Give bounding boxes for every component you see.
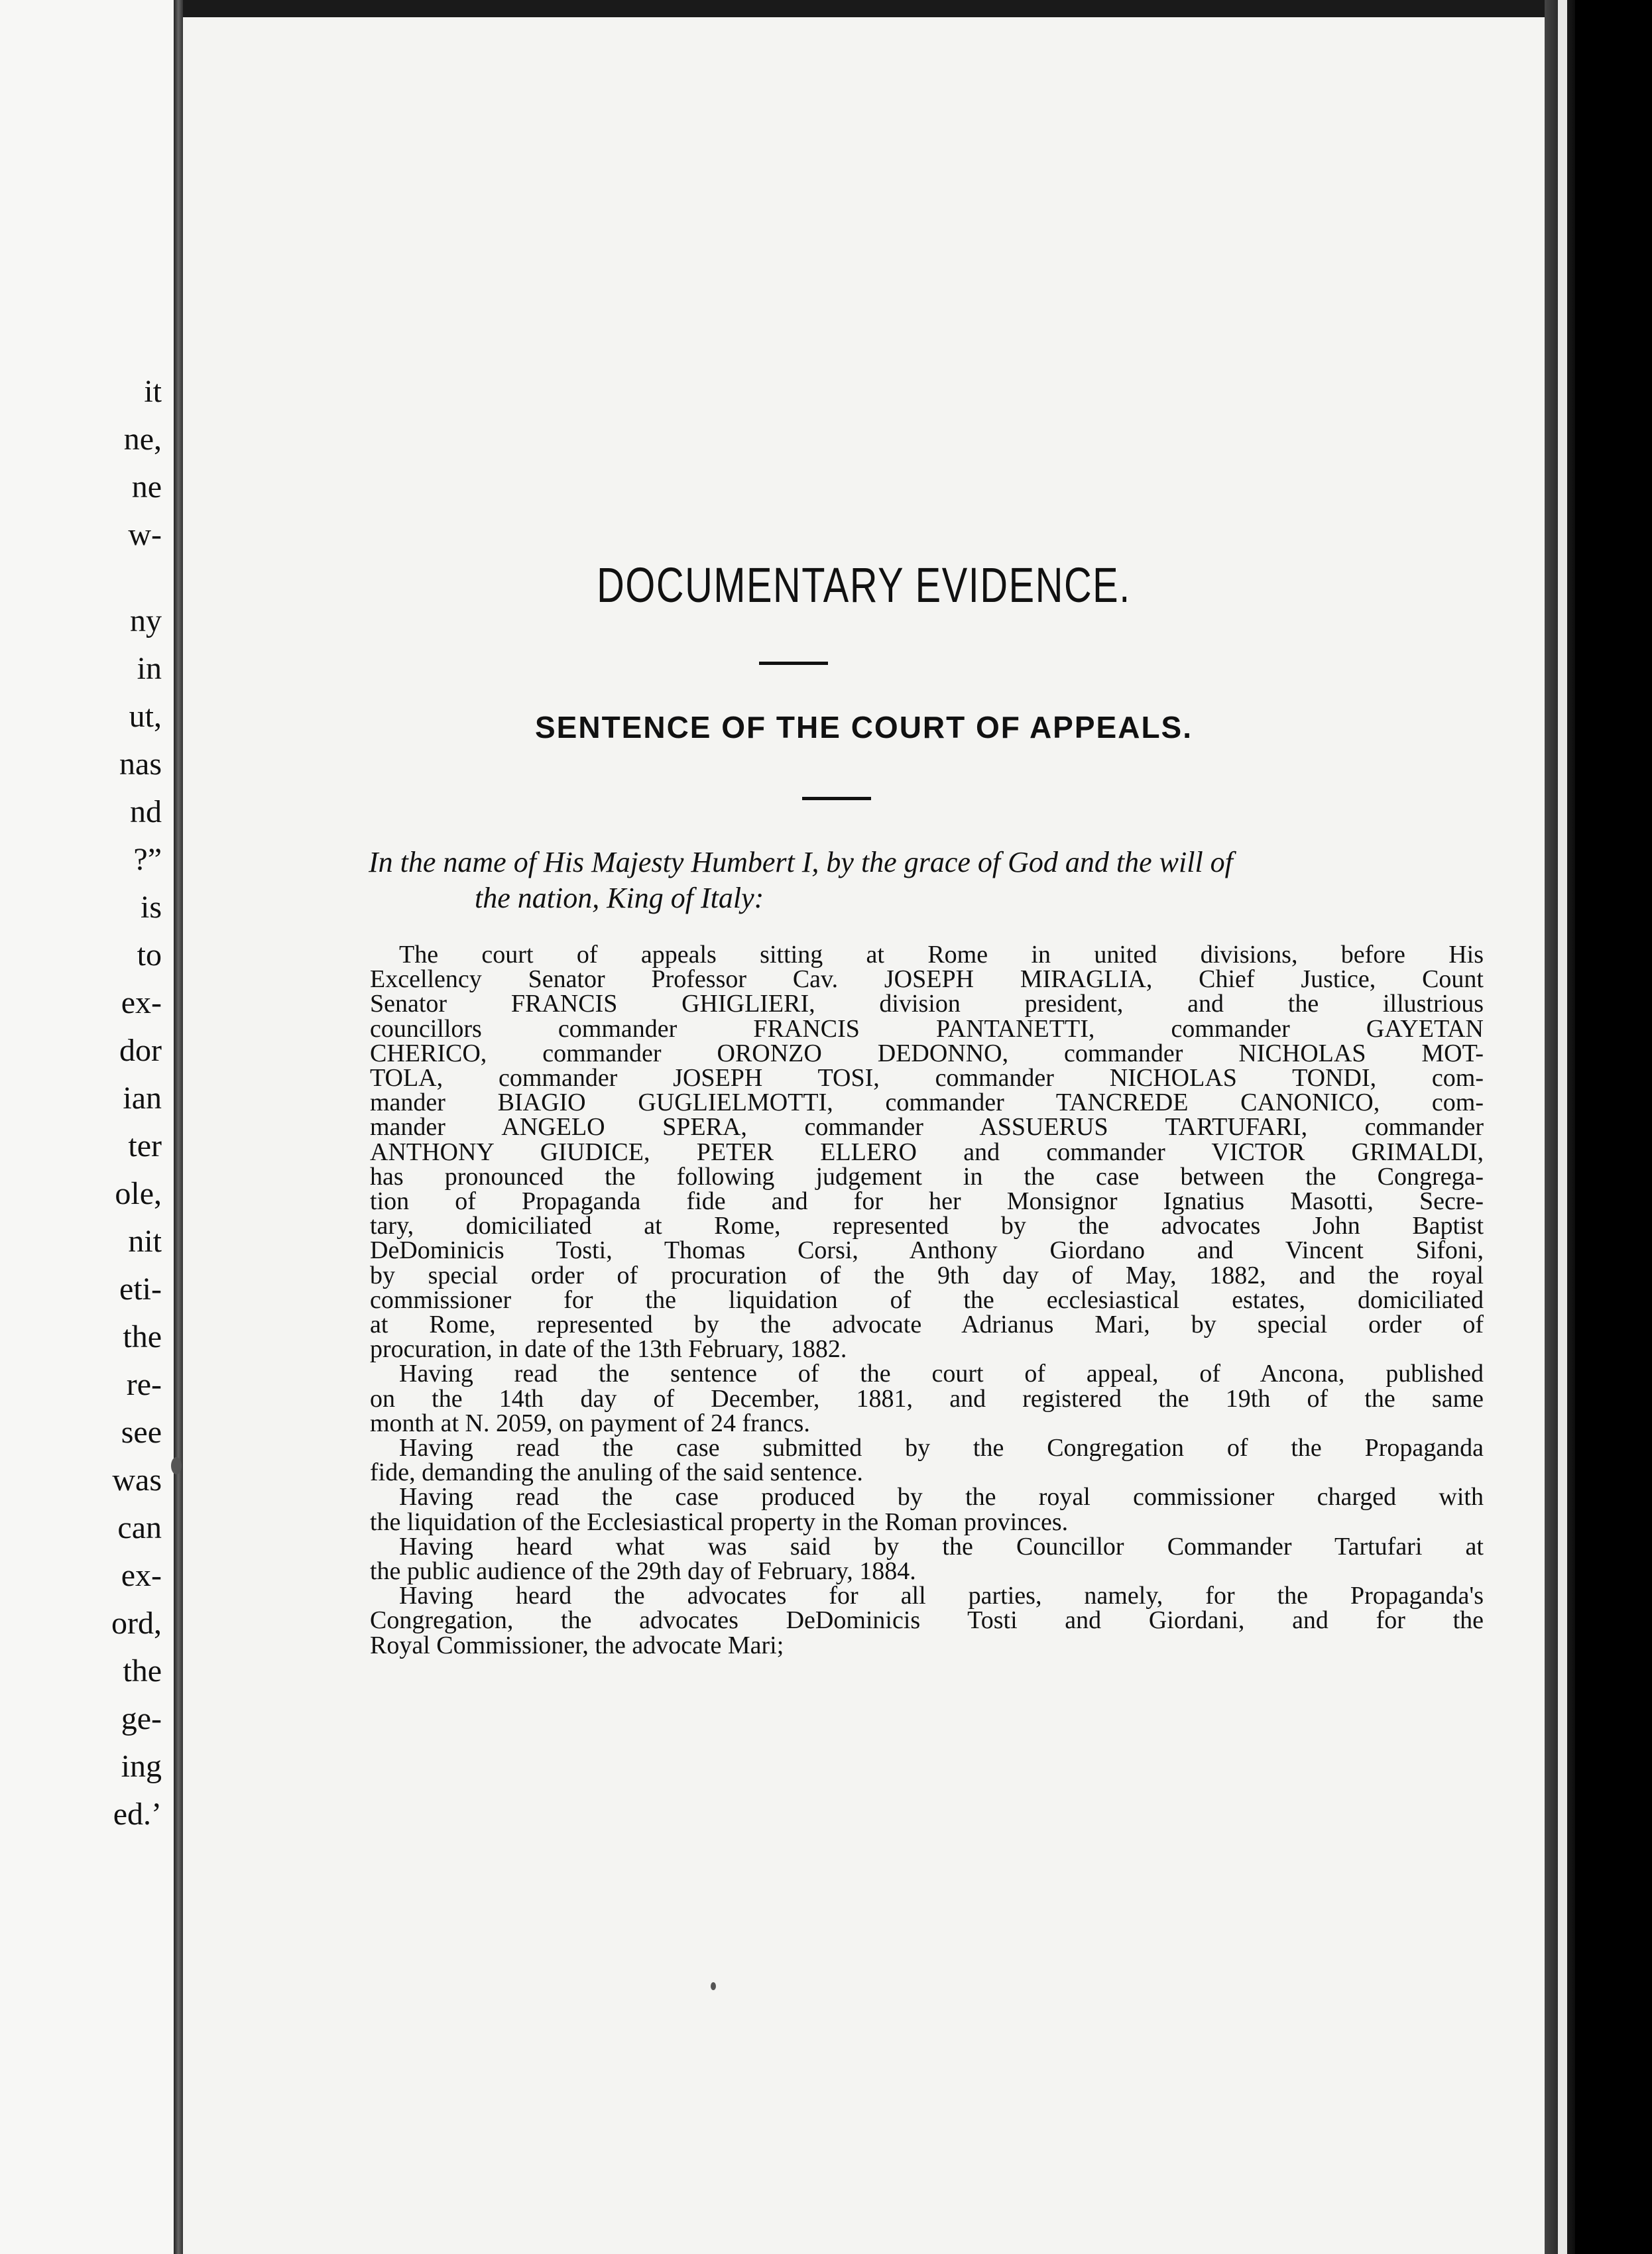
body-line: Royal Commissioner, the advocate Mari;: [370, 1631, 784, 1659]
title-rule: [759, 662, 828, 665]
left-page-fragment: ian: [123, 1081, 162, 1116]
left-page-fragment: is: [140, 890, 162, 925]
body-line: on the 14th day of December, 1881, and registered the 19th of the same: [370, 1384, 1484, 1413]
body-line: ANTHONY GIUDICE, PETER ELLERO and commander VICTOR GRIMALDI,: [370, 1138, 1484, 1166]
body-line: The court of appeals sitting at Rome in united divisions, before His: [399, 941, 1484, 969]
document-subtitle: SENTENCE OF THE COURT OF APPEALS.: [534, 710, 1193, 744]
body-line: mander BIAGIO GUGLIELMOTTI, commander TANCREDE CANONICO, com-: [370, 1089, 1484, 1117]
body-line: fide, demanding the anuling of the said sentence.: [370, 1458, 863, 1487]
left-page-fragment: eti-: [119, 1272, 162, 1307]
judgement-body-text: [370, 943, 1484, 1658]
left-page-fragment: re-: [126, 1367, 162, 1402]
subtitle-rule: [802, 797, 871, 800]
left-page-fragment: to: [137, 937, 162, 973]
body-line: commissioner for the liquidation of the ecclesiastical estates, domiciliated: [370, 1285, 1484, 1314]
left-page-fragment: in: [137, 651, 162, 686]
left-page-fragment: ne,: [123, 422, 162, 457]
left-page-fragment: ing: [121, 1749, 162, 1784]
left-page-fragment: ex-: [121, 1558, 162, 1593]
left-page-fragment: nd: [130, 794, 162, 829]
left-page-fragment: ny: [130, 603, 162, 638]
left-page-fragment: nit: [128, 1224, 162, 1259]
left-page-fragment: ord,: [111, 1606, 162, 1641]
body-line: procuration, in date of the 13th February, 1882.: [370, 1335, 847, 1364]
left-page-fragment: it: [144, 374, 162, 409]
body-line: at Rome, represented by the advocate Adrianus Mari, by special order of: [370, 1311, 1484, 1339]
left-page-fragment: ter: [128, 1128, 162, 1163]
left-page-fragment: ed.’: [113, 1797, 162, 1832]
body-line: mander ANGELO SPERA, commander ASSUERUS TARTUFARI, commander: [370, 1113, 1484, 1142]
left-page-fragment: see: [121, 1415, 162, 1450]
body-line: has pronounced the following judgement in the case between the Congrega-: [370, 1162, 1484, 1191]
body-line: Having heard the advocates for all parties, namely, for the Propaganda's: [399, 1582, 1484, 1610]
body-line: Senator FRANCIS GHIGLIERI, division president, and the illustrious: [370, 990, 1484, 1018]
left-page-fragment: can: [117, 1510, 162, 1545]
underlying-page-strip: [1558, 0, 1567, 2254]
left-page-fragment: was: [112, 1462, 162, 1498]
page-gutter: [174, 0, 183, 2254]
left-page-fragment: ut,: [129, 699, 162, 734]
body-line: the liquidation of the Ecclesiastical property in the Roman provinces.: [370, 1508, 1069, 1536]
body-line: Congregation, the advocates DeDominicis Tosti and Giordani, and for the: [370, 1606, 1484, 1635]
body-line: tary, domiciliated at Rome, represented by the advocates John Baptist: [370, 1212, 1484, 1240]
body-line: Having heard what was said by the Councillor Commander Tartufari at: [399, 1532, 1484, 1561]
body-line: TOLA, commander JOSEPH TOSI, commander NICHOLAS TONDI, com-: [370, 1064, 1484, 1093]
body-line: month at N. 2059, on payment of 24 francs.: [370, 1409, 810, 1437]
left-page-fragment: w-: [128, 517, 162, 552]
left-page-fragment: nas: [119, 746, 162, 782]
body-line: tion of Propaganda fide and for her Monsignor Ignatius Masotti, Secre-: [370, 1187, 1484, 1216]
body-line: DeDominicis Tosti, Thomas Corsi, Anthony Giordano and Vincent Sifoni,: [370, 1236, 1484, 1265]
body-line: CHERICO, commander ORONZO DEDONNO, commander NICHOLAS MOT-: [370, 1039, 1484, 1067]
body-line: Having read the case produced by the royal commissioner charged with: [399, 1483, 1484, 1512]
left-page-fragment: the: [123, 1319, 162, 1354]
left-page-fragment: the: [123, 1653, 162, 1689]
invocation: [369, 845, 1496, 916]
left-facing-page: [0, 0, 174, 2254]
invocation-line: In the name of His Majesty Humbert I, by the grace of God and the will of: [369, 846, 1233, 878]
binding-mark: [171, 1457, 182, 1474]
left-page-fragment: dor: [119, 1033, 162, 1068]
body-line: Having read the case submitted by the Congregation of the Propaganda: [399, 1434, 1484, 1462]
left-page-fragment: ole,: [115, 1176, 162, 1211]
paper-speck: [711, 1982, 716, 1990]
body-line: the public audience of the 29th day of February, 1884.: [370, 1557, 916, 1586]
left-page-fragment: ?”: [133, 842, 162, 877]
background-right: [1575, 0, 1652, 2254]
body-line: Having read the sentence of the court of appeal, of Ancona, published: [399, 1360, 1484, 1388]
body-line: by special order of procuration of the 9th day of May, 1882, and the royal: [370, 1261, 1484, 1289]
left-page-fragment: [111, 559, 162, 597]
left-page-fragment: ex-: [121, 985, 162, 1020]
left-page-fragment: ge-: [121, 1701, 162, 1736]
body-line: councillors commander FRANCIS PANTANETTI, commander GAYETAN: [370, 1014, 1484, 1043]
left-page-text-fragments: [111, 368, 162, 1838]
invocation-line: the nation, King of Italy:: [475, 882, 764, 914]
document-title: DOCUMENTARY EVIDENCE.: [597, 558, 1131, 613]
left-page-fragment: ne: [131, 469, 162, 504]
page-top-edge: [183, 0, 1545, 17]
body-line: Excellency Senator Professor Cav. JOSEPH MIRAGLIA, Chief Justice, Count: [370, 965, 1484, 994]
main-page: [183, 0, 1545, 2254]
